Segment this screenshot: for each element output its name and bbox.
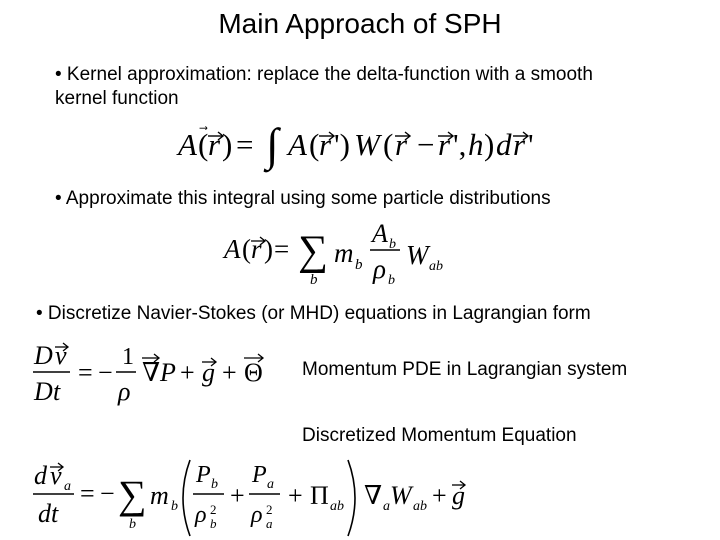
slide-title: Main Approach of SPH	[218, 8, 502, 39]
svg-text:a: a	[64, 479, 71, 494]
particle-sum-equation	[220, 214, 460, 290]
svg-text:−: −	[100, 479, 115, 508]
svg-text:h: h	[468, 127, 484, 162]
svg-text:−: −	[98, 358, 113, 387]
svg-text:ρ: ρ	[195, 502, 207, 528]
svg-text:+: +	[432, 481, 447, 510]
svg-text:=: =	[274, 234, 290, 264]
svg-text:t: t	[53, 377, 61, 406]
svg-text:W: W	[354, 127, 380, 162]
svg-text:A: A	[372, 219, 388, 248]
label-momentum-pde: Momentum PDE in Lagrangian system	[302, 359, 628, 380]
svg-text:Π: Π	[310, 481, 329, 510]
svg-text:A: A	[224, 234, 241, 264]
svg-text:b: b	[211, 477, 218, 492]
svg-text:dt: dt	[38, 499, 59, 528]
svg-text:g: g	[452, 481, 465, 510]
svg-text:A: A	[288, 127, 307, 162]
svg-text:ab: ab	[429, 259, 443, 274]
svg-text:ab: ab	[330, 499, 344, 514]
svg-text:W: W	[406, 240, 429, 270]
svg-text:ρ: ρ	[118, 377, 131, 406]
svg-text:(: (	[198, 127, 209, 162]
svg-text:∑: ∑	[298, 228, 328, 274]
svg-text:r: r	[251, 234, 262, 264]
svg-text:D: D	[34, 341, 53, 370]
svg-text:': '	[528, 127, 534, 162]
kernel-integral-equation	[170, 112, 560, 174]
svg-text:'): ')	[334, 127, 350, 162]
svg-text:b: b	[129, 517, 136, 532]
svg-text:r: r	[395, 127, 408, 162]
svg-text:∇: ∇	[142, 358, 161, 387]
svg-text:W: W	[390, 481, 412, 510]
svg-text:P: P	[252, 462, 267, 488]
svg-text:−: −	[417, 127, 435, 162]
svg-text:(: (	[242, 234, 251, 264]
svg-text:P: P	[160, 358, 176, 387]
svg-text:P: P	[196, 462, 211, 488]
svg-text:∫: ∫	[266, 119, 279, 170]
bullet-kernel-approximation-continued: kernel function	[55, 88, 179, 109]
svg-text:v: v	[55, 341, 67, 370]
svg-text:b: b	[388, 273, 395, 288]
bullet-particle-approximation: • Approximate this integral using some particle distributions	[55, 188, 551, 209]
svg-text:∇: ∇	[364, 481, 383, 510]
svg-text:A: A	[178, 127, 197, 162]
svg-text:=: =	[80, 479, 95, 508]
svg-text:): )	[484, 127, 495, 162]
svg-text:(: (	[309, 127, 320, 162]
svg-text:',: ',	[453, 127, 467, 162]
svg-text:1: 1	[122, 344, 134, 370]
svg-text:=: =	[236, 127, 254, 162]
svg-text:2: 2	[266, 502, 273, 517]
svg-text:v: v	[50, 461, 62, 490]
svg-text:m: m	[334, 238, 354, 268]
svg-text:b: b	[310, 272, 318, 288]
svg-text:D: D	[34, 377, 53, 406]
svg-text:+: +	[288, 481, 303, 510]
svg-text:a: a	[267, 477, 274, 492]
svg-text:ab: ab	[413, 499, 427, 514]
bullet-kernel-approximation: • Kernel approximation: replace the delta-function with a smooth	[55, 64, 593, 85]
bullet-discretize-navier-stokes: • Discretize Navier-Stokes (or MHD) equations in Lagrangian form	[36, 303, 591, 324]
svg-text:m: m	[150, 481, 169, 510]
svg-text:∑: ∑	[118, 472, 147, 517]
svg-text:=: =	[78, 358, 93, 387]
svg-text:r: r	[513, 127, 526, 162]
discretized-momentum-equation	[30, 452, 470, 538]
svg-text:g: g	[202, 358, 215, 387]
svg-text:a: a	[383, 499, 390, 514]
svg-text:+: +	[230, 481, 245, 510]
label-discretized-momentum: Discretized Momentum Equation	[302, 425, 577, 446]
svg-text:ρ: ρ	[251, 502, 263, 528]
svg-text:): )	[222, 127, 233, 162]
momentum-pde-equation	[30, 338, 300, 410]
svg-text:b: b	[389, 237, 396, 252]
svg-text:r: r	[319, 127, 332, 162]
svg-text:b: b	[210, 516, 217, 531]
svg-text:b: b	[171, 499, 178, 514]
svg-text:+: +	[222, 358, 237, 387]
svg-text:r: r	[438, 127, 451, 162]
svg-text:ρ: ρ	[373, 254, 386, 284]
svg-text:r: r	[208, 127, 221, 162]
svg-text:b: b	[355, 257, 363, 273]
svg-text:a: a	[266, 516, 273, 531]
svg-text:d: d	[496, 127, 512, 162]
svg-text:d: d	[34, 461, 47, 490]
svg-text:Θ: Θ	[244, 358, 263, 387]
svg-text:): )	[264, 234, 273, 264]
svg-text:(: (	[383, 127, 394, 162]
svg-text:+: +	[180, 358, 195, 387]
svg-text:2: 2	[210, 502, 217, 517]
